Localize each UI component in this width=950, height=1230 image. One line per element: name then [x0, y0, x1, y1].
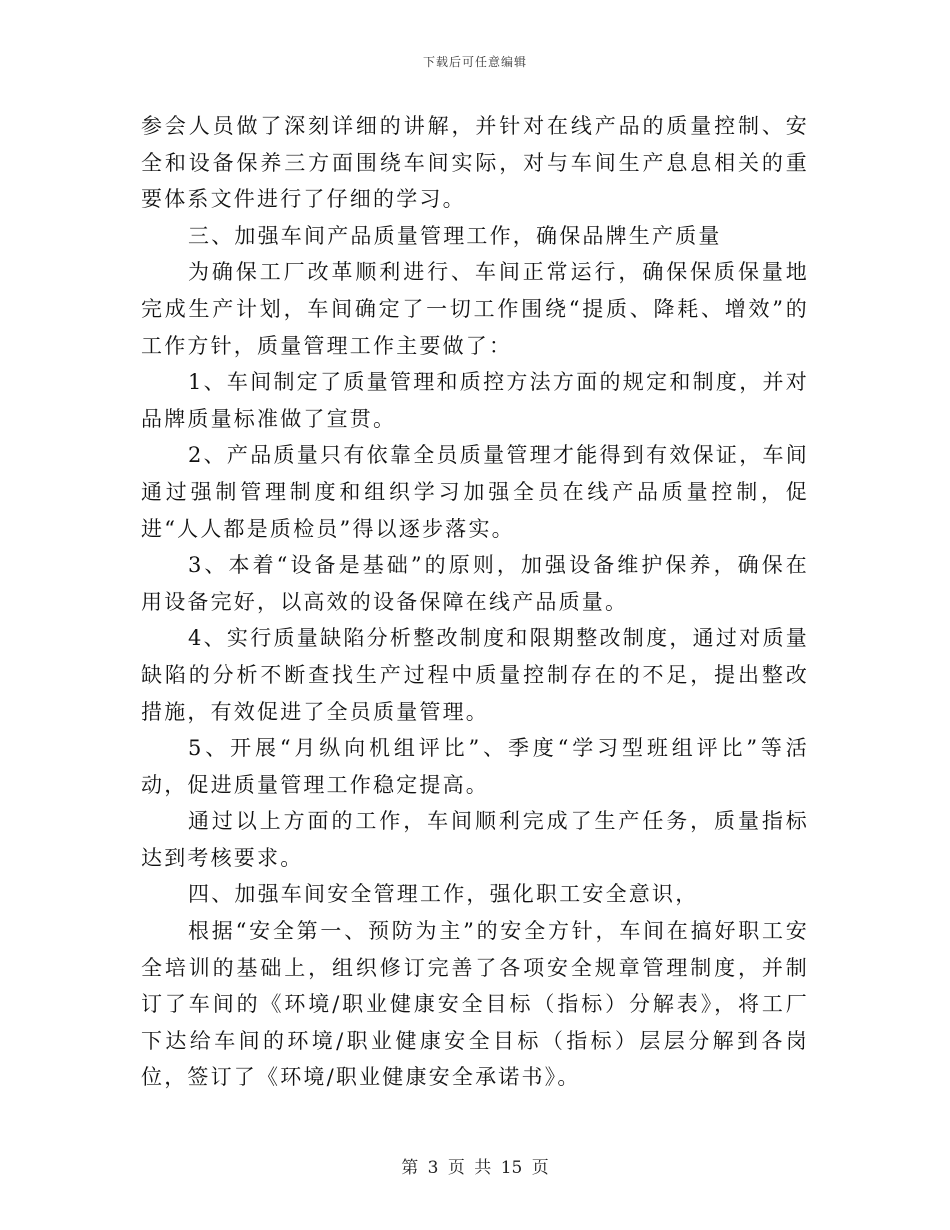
paragraph-continuation: 参会人员做了深刻详细的讲解，并针对在线产品的质量控制、安全和设备保养三方面围绕车间实际，对与车间生产息息相关的重要体系文件进行了仔细的学习。 — [141, 114, 809, 212]
list-item-1: 1、车间制定了质量管理和质控方法方面的规定和制度，并对品牌质量标准做了宣贯。 — [141, 370, 809, 431]
paragraph-safety-details: 根据“安全第一、预防为主”的安全方针，车间在搞好职工安全培训的基础上，组织修订完善了各项安全规章管理制度，并制订了车间的《环境/职业健康安全目标（指标）分解表》，将工厂下达给车间的环境/职业健康安全目标（指标）层层分解到各岗位，签订了《环境/职业健康安全承诺书》。 — [141, 919, 809, 1090]
list-item-3: 3、本着“设备是基础”的原则，加强设备维护保养，确保在用设备完好，以高效的设备保障在线产品质量。 — [141, 553, 809, 614]
section-heading-quality: 三、加强车间产品质量管理工作，确保品牌生产质量 — [188, 223, 722, 248]
section-heading-safety: 四、加强车间安全管理工作，强化职工安全意识， — [188, 882, 699, 907]
list-item-4: 4、实行质量缺陷分析整改制度和限期整改制度，通过对质量缺陷的分析不断查找生产过程中质量控制存在的不足，提出整改措施，有效促进了全员质量管理。 — [141, 626, 809, 724]
list-item-5: 5、开展“月纵向机组评比”、季度“学习型班组评比”等活动，促进质量管理工作稳定提高。 — [141, 736, 809, 797]
list-item-2: 2、产品质量只有依靠全员质量管理才能得到有效保证，车间通过强制管理制度和组织学习加强全员在线产品质量控制，促进“人人都是质检员”得以逐步落实。 — [141, 443, 809, 541]
document-body — [141, 108, 809, 1096]
paragraph-quality-summary: 通过以上方面的工作，车间顺利完成了生产任务，质量指标达到考核要求。 — [141, 809, 809, 870]
paragraph-quality-intro: 为确保工厂改革顺利进行、车间正常运行，确保保质保量地完成生产计划，车间确定了一切工作围绕“提质、降耗、增效”的工作方针，质量管理工作主要做了： — [141, 260, 809, 358]
page-header-note: 下载后可任意编辑 — [422, 55, 527, 69]
page-number: 第 3 页 共 15 页 — [401, 1158, 549, 1178]
